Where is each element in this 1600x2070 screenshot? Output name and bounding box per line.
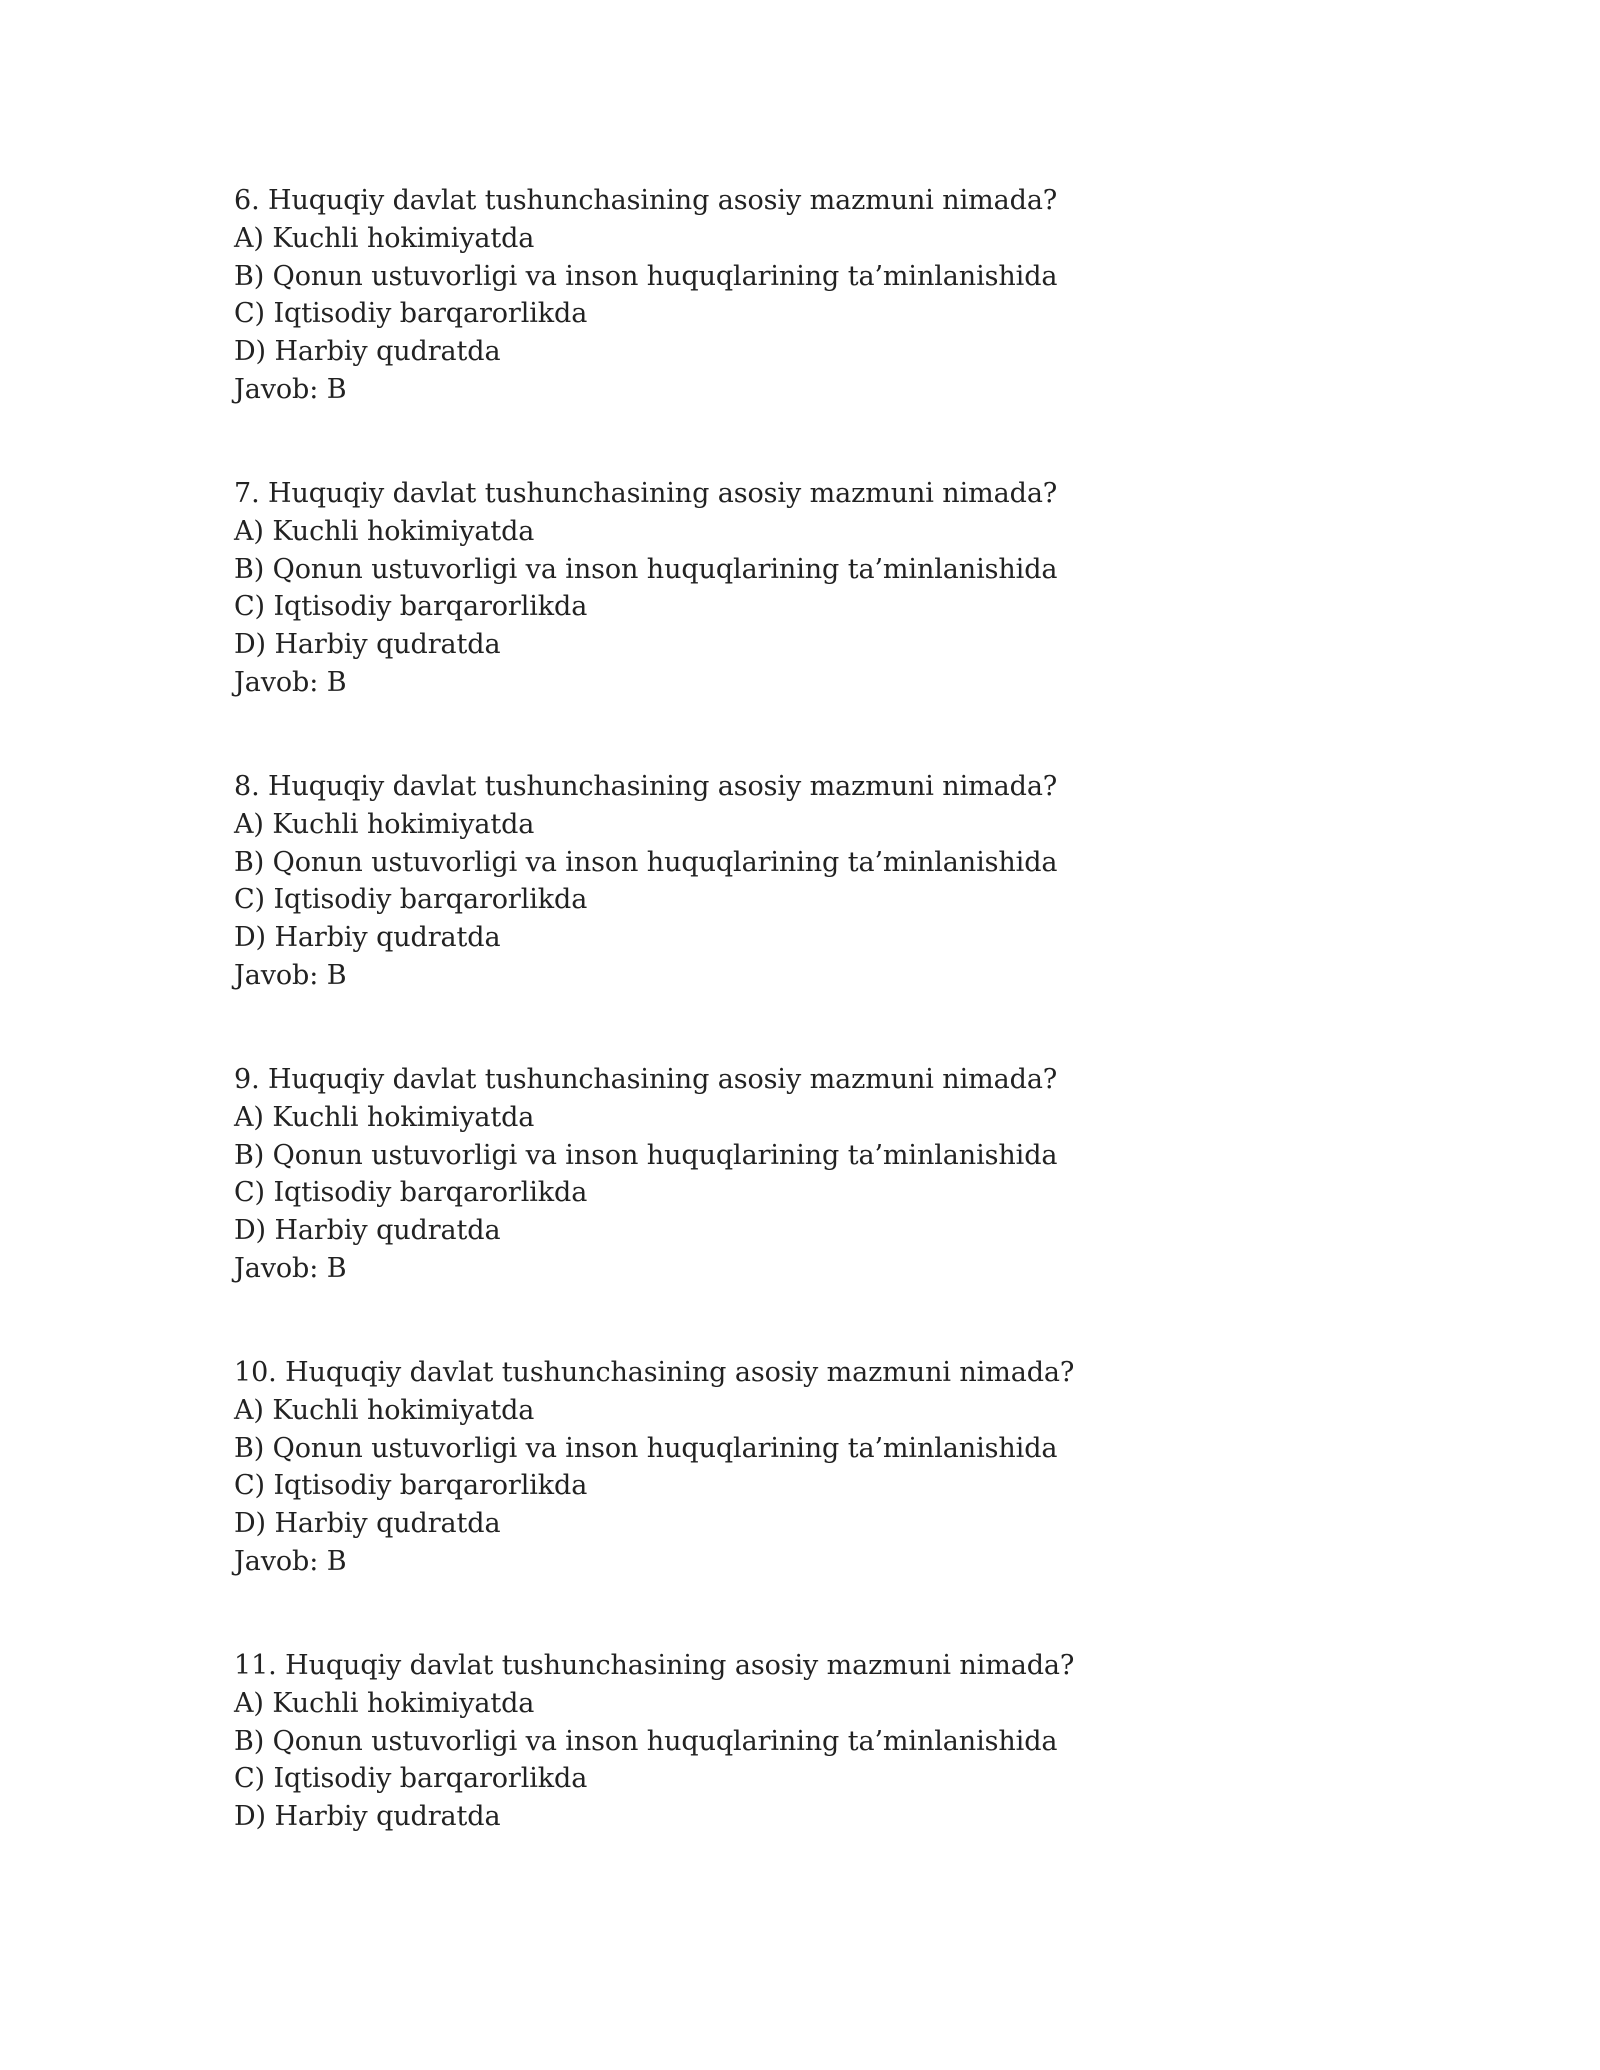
question-9 [234, 1061, 1384, 1354]
option-a: A) Kuchli hokimiyatda [234, 1101, 535, 1133]
option-b: B) Qonun ustuvorligi va inson huquqlarining ta’minlanishida [234, 260, 1058, 292]
question-prompt: 6. Huquqiy davlat tushunchasining asosiy mazmuni nimada? [234, 185, 1058, 216]
option-a: A) Kuchli hokimiyatda [234, 808, 535, 840]
option-d: D) Harbiy qudratda [234, 1215, 501, 1247]
option-a: A) Kuchli hokimiyatda [234, 1394, 535, 1426]
option-d: D) Harbiy qudratda [234, 1801, 501, 1833]
question-list [234, 182, 1384, 1940]
option-c: C) Iqtisodiy barqarorlikda [234, 298, 588, 330]
option-b: B) Qonun ustuvorligi va inson huquqlarining ta’minlanishida [234, 553, 1058, 585]
answer: Javob: B [234, 1252, 347, 1284]
option-c: C) Iqtisodiy barqarorlikda [234, 591, 588, 623]
option-a: A) Kuchli hokimiyatda [234, 222, 535, 254]
question-prompt: 10. Huquqiy davlat tushunchasining asosiy mazmuni nimada? [234, 1357, 1075, 1388]
option-b: B) Qonun ustuvorligi va inson huquqlarining ta’minlanishida [234, 1432, 1058, 1464]
option-b: B) Qonun ustuvorligi va inson huquqlarining ta’minlanishida [234, 1139, 1058, 1171]
option-b: B) Qonun ustuvorligi va inson huquqlarining ta’minlanishida [234, 846, 1058, 878]
answer: Javob: B [234, 959, 347, 991]
option-a: A) Kuchli hokimiyatda [234, 1687, 535, 1719]
option-d: D) Harbiy qudratda [234, 922, 501, 954]
question-11 [234, 1647, 1384, 1940]
option-d: D) Harbiy qudratda [234, 1508, 501, 1540]
question-7 [234, 475, 1384, 768]
option-c: C) Iqtisodiy barqarorlikda [234, 1763, 588, 1795]
question-prompt: 8. Huquqiy davlat tushunchasining asosiy mazmuni nimada? [234, 771, 1058, 802]
answer: Javob: B [234, 1545, 347, 1577]
question-6 [234, 182, 1384, 475]
option-c: C) Iqtisodiy barqarorlikda [234, 1177, 588, 1209]
option-d: D) Harbiy qudratda [234, 629, 501, 661]
option-c: C) Iqtisodiy barqarorlikda [234, 1470, 588, 1502]
question-prompt: 11. Huquqiy davlat tushunchasining asosiy mazmuni nimada? [234, 1650, 1075, 1681]
question-8 [234, 768, 1384, 1061]
question-prompt: 7. Huquqiy davlat tushunchasining asosiy mazmuni nimada? [234, 478, 1058, 509]
answer: Javob: B [234, 666, 347, 698]
option-c: C) Iqtisodiy barqarorlikda [234, 884, 588, 916]
question-prompt: 9. Huquqiy davlat tushunchasining asosiy mazmuni nimada? [234, 1064, 1058, 1095]
option-d: D) Harbiy qudratda [234, 336, 501, 368]
option-a: A) Kuchli hokimiyatda [234, 515, 535, 547]
answer: Javob: B [234, 373, 347, 405]
question-10 [234, 1354, 1384, 1647]
option-b: B) Qonun ustuvorligi va inson huquqlarining ta’minlanishida [234, 1725, 1058, 1757]
